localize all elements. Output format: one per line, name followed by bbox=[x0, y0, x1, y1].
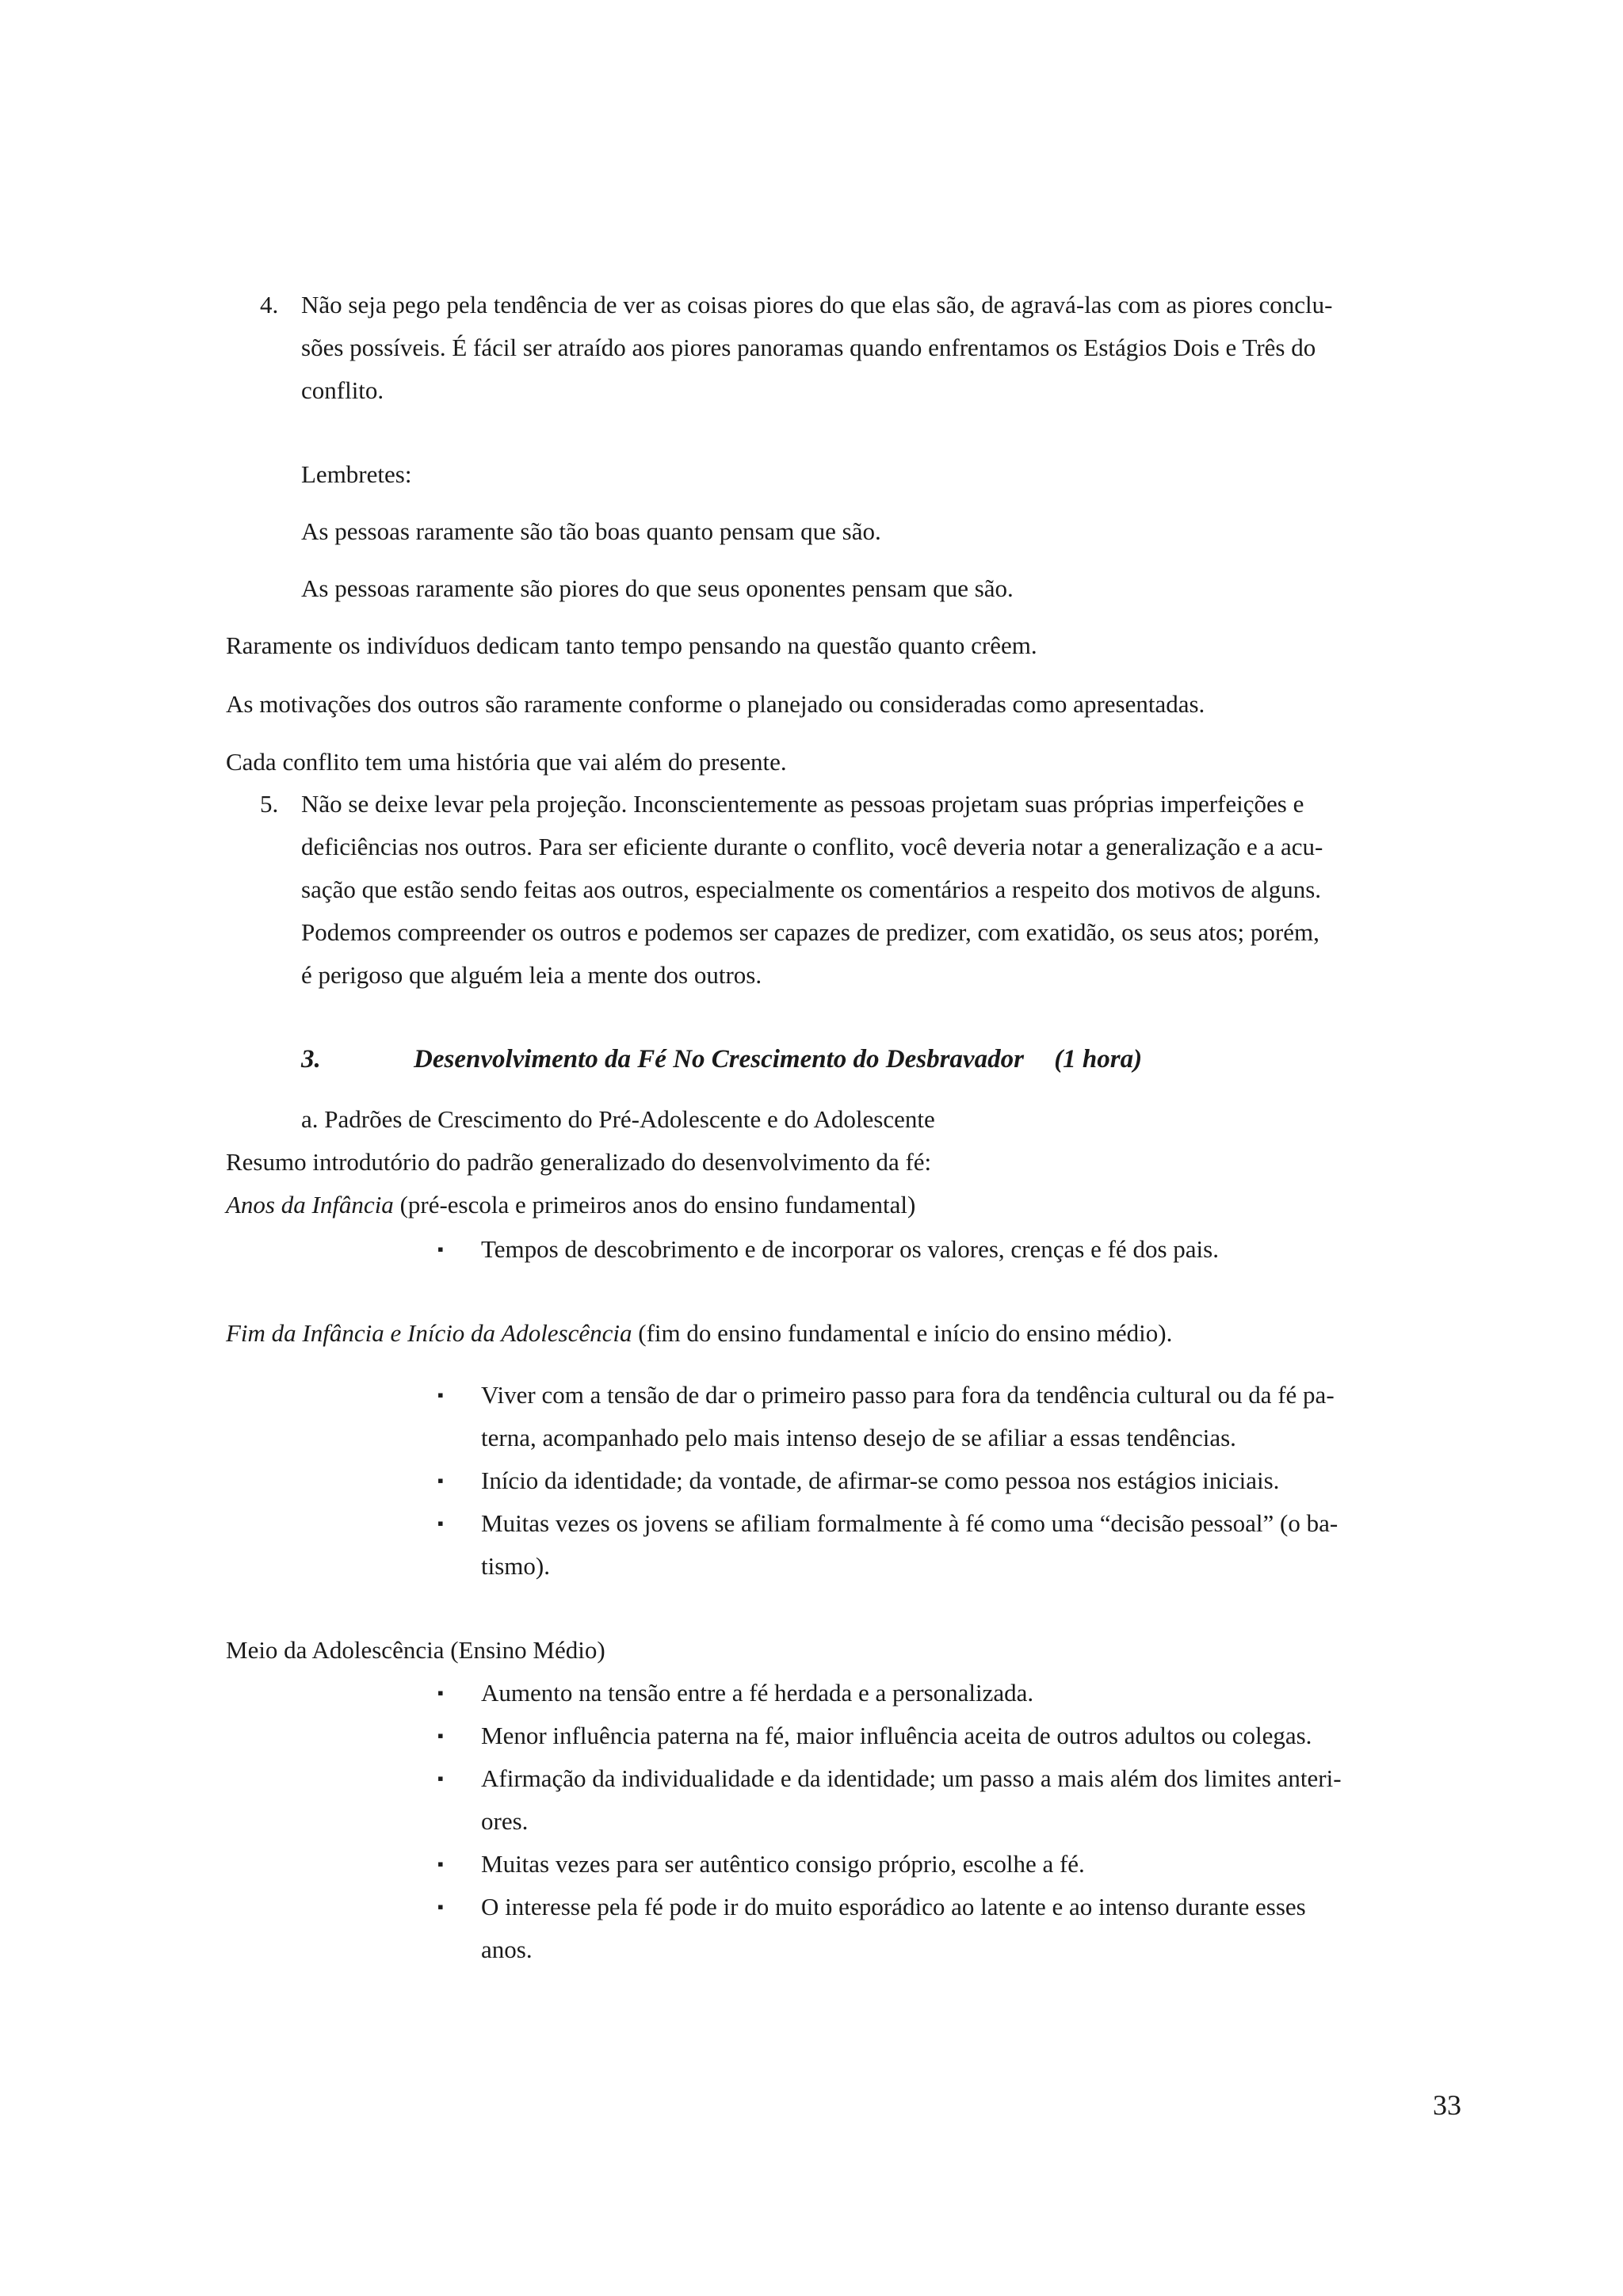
stage-3-heading: Meio da Adolescência (Ensino Médio) bbox=[226, 1636, 605, 1664]
stage-2-title: Fim da Infância e Início da Adolescência bbox=[226, 1319, 632, 1347]
item-5-line: Não se deixe levar pela projeção. Inconscientemente as pessoas projetam suas próprias imperfeições e bbox=[301, 790, 1304, 818]
item-5-text bbox=[301, 783, 1426, 997]
stage-3-bullet-line: Aumento na tensão entre a fé herdada e a personalizada. bbox=[481, 1679, 1034, 1707]
item-4-number: 4. bbox=[260, 291, 279, 318]
body-line: Cada conflito tem uma história que vai além do presente. bbox=[226, 748, 787, 776]
bullet-marker: ▪ bbox=[437, 1239, 444, 1259]
stage-3-bullet-line: ores. bbox=[481, 1807, 529, 1835]
stage-2-detail: (fim do ensino fundamental e início do ensino médio). bbox=[632, 1319, 1173, 1347]
bullet-marker: ▪ bbox=[437, 1683, 444, 1703]
item-5-line: Podemos compreender os outros e podemos ser capazes de predizer, com exatidão, os seus atos; porém, bbox=[301, 918, 1319, 946]
body-line: As motivações dos outros são raramente conforme o planejado ou consideradas como apresentadas. bbox=[226, 690, 1205, 718]
item-5-line: sação que estão sendo feitas aos outros, especialmente os comentários a respeito dos motivos de alguns. bbox=[301, 875, 1322, 903]
reminder-line: As pessoas raramente são tão boas quanto pensam que são. bbox=[301, 517, 881, 545]
stage-3-bullet-line: Afirmação da individualidade e da identidade; um passo a mais além dos limites anteri- bbox=[481, 1764, 1342, 1792]
body-line: Raramente os indivíduos dedicam tanto tempo pensando na questão quanto crêem. bbox=[226, 631, 1037, 659]
reminder-line: As pessoas raramente são piores do que seus oponentes pensam que são. bbox=[301, 574, 1014, 602]
stage-2-bullet-line: Início da identidade; da vontade, de afirmar-se como pessoa nos estágios iniciais. bbox=[481, 1466, 1280, 1494]
item-4-line: conflito. bbox=[301, 376, 384, 404]
section-3-duration: (1 hora) bbox=[1054, 1045, 1143, 1074]
intro-line: Resumo introdutório do padrão generalizado do desenvolvimento da fé: bbox=[226, 1148, 932, 1176]
item-5-line: deficiências nos outros. Para ser eficiente durante o conflito, você deveria notar a generalização e a acu- bbox=[301, 833, 1323, 860]
section-3-number: 3. bbox=[301, 1045, 321, 1074]
bullet-marker: ▪ bbox=[437, 1726, 444, 1745]
stage-3-bullet-line: anos. bbox=[481, 1936, 533, 1963]
item-4-text bbox=[301, 284, 1426, 412]
stage-1-title: Anos da Infância bbox=[226, 1191, 394, 1219]
bullet-marker: ▪ bbox=[437, 1385, 444, 1405]
stage-1-detail: (pré-escola e primeiros anos do ensino fundamental) bbox=[393, 1191, 916, 1219]
bullet-marker: ▪ bbox=[437, 1897, 444, 1917]
bullet-marker: ▪ bbox=[437, 1854, 444, 1874]
stage-2-bullet-line: terna, acompanhado pelo mais intenso desejo de se afiliar a essas tendências. bbox=[481, 1424, 1236, 1451]
reminders-title: Lembretes: bbox=[301, 460, 412, 488]
subsection-a: a. Padrões de Crescimento do Pré-Adolescente e do Adolescente bbox=[301, 1105, 935, 1133]
stage-2-heading bbox=[226, 1312, 1172, 1355]
stage-2-bullet-line: tismo). bbox=[481, 1552, 550, 1580]
bullet-marker: ▪ bbox=[437, 1768, 444, 1788]
stage-1-heading bbox=[226, 1184, 915, 1226]
item-4-line: sões possíveis. É fácil ser atraído aos piores panoramas quando enfrentamos os Estágios Dois e Três do bbox=[301, 334, 1316, 361]
stage-3-bullet-line: Muitas vezes para ser autêntico consigo próprio, escolhe a fé. bbox=[481, 1850, 1085, 1878]
item-5-line: é perigoso que alguém leia a mente dos outros. bbox=[301, 961, 762, 989]
stage-2-bullet-line: Viver com a tensão de dar o primeiro passo para fora da tendência cultural ou da fé pa- bbox=[481, 1381, 1335, 1409]
page-number: 33 bbox=[1433, 2089, 1461, 2121]
stage-1-bullet: Tempos de descobrimento e de incorporar os valores, crenças e fé dos pais. bbox=[481, 1235, 1219, 1263]
stage-3-bullet-line: O interesse pela fé pode ir do muito esporádico ao latente e ao intenso durante esses bbox=[481, 1893, 1306, 1920]
stage-2-bullet-line: Muitas vezes os jovens se afiliam formalmente à fé como uma “decisão pessoal” (o ba- bbox=[481, 1509, 1338, 1537]
bullet-marker: ▪ bbox=[437, 1470, 444, 1490]
item-5-number: 5. bbox=[260, 790, 279, 818]
stage-3-bullet-line: Menor influência paterna na fé, maior influência aceita de outros adultos ou colegas. bbox=[481, 1722, 1312, 1749]
section-3-title bbox=[414, 1038, 1142, 1081]
section-3-title-text: Desenvolvimento da Fé No Crescimento do Desbravador bbox=[414, 1045, 1024, 1074]
bullet-marker: ▪ bbox=[437, 1513, 444, 1533]
item-4-line: Não seja pego pela tendência de ver as coisas piores do que elas são, de agravá-las com as piores conclu- bbox=[301, 291, 1333, 318]
